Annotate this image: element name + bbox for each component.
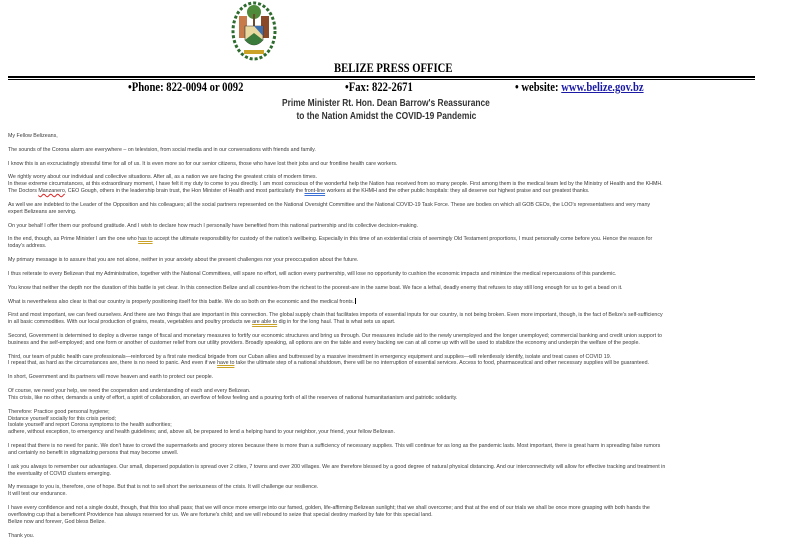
paragraph bbox=[8, 505, 798, 526]
header-rule bbox=[8, 76, 755, 78]
text-line: In short, Government and its partners will move heaven and earth to protect our people. bbox=[8, 374, 214, 381]
text-line: expert Belizeans are serving. bbox=[8, 208, 77, 215]
website-label: website: bbox=[521, 80, 559, 94]
bullet-icon: • bbox=[128, 80, 132, 94]
text-line: The sounds of the Corona alarm are everywhere – on television, from social media and in our conversations with friends and family. bbox=[8, 146, 316, 153]
paragraph bbox=[8, 174, 798, 195]
text-segment: in all basic commodities. With our local production of grains, meats, vegetables and poultry products we bbox=[8, 319, 253, 326]
text-segment: , CEO Gough, others in the leadership brain trust, the Hon Minister of Health and most particularly the bbox=[64, 188, 305, 195]
text-segment: workers at the KHMH and the other public hospitals: they all deserve our highest praise and our greatest thanks. bbox=[325, 188, 590, 195]
website-contact bbox=[515, 80, 666, 95]
headline-line-1: Prime Minister Rt. Hon. Dean Barrow's Reassurance bbox=[282, 97, 490, 109]
text-line: My message to you is, therefore, one of hope. But that is not to sell short the seriousness of the crisis. It will challenge our resilience. bbox=[8, 484, 319, 491]
text-line bbox=[8, 360, 798, 367]
paragraph bbox=[8, 223, 798, 230]
text-line: I repeat that there is no need for panic. We don't have to crowd the supermarkets and grocery stores because there is more than a sufficiency of necessary supplies. This will continue for as long as the pandemic lasts. Most important, there is great harm in spreading false rumors bbox=[8, 443, 661, 450]
paragraph bbox=[8, 202, 798, 216]
text-line: Therefore: Practice good personal hygiene; bbox=[8, 408, 110, 415]
paragraph bbox=[8, 271, 798, 278]
text-line: Second, Government is determined to deploy a diverse range of fiscal and monetary measures to fortify our economic structures and bring us through. Our measures include aid to the newly unemployed and the longer unemployed; commercial banking and credit union support to bbox=[8, 332, 662, 339]
text-line: business and the self-employed; and one form or another of customer relief from our utility providers. Broadly speaking, all options are on the table and every backing we can at all come up with will be used to stabilize the economy and underpin the welfare of the people. bbox=[8, 339, 640, 346]
text-line: Belize now and forever, God bless Belize. bbox=[8, 518, 106, 525]
fax-text: Fax: 822-2671 bbox=[348, 80, 413, 94]
paragraph bbox=[8, 298, 798, 305]
paragraph bbox=[8, 161, 798, 168]
headline-line-2: to the Nation Amidst the COVID-19 Pandemic bbox=[296, 110, 476, 122]
website-link[interactable]: www.belize.gov.bz bbox=[561, 80, 644, 94]
text-line: Of course, we need your help, we need the cooperation and understanding of each and every Belizean. bbox=[8, 387, 251, 394]
paragraph bbox=[8, 333, 798, 347]
press-office-title: BELIZE PRESS OFFICE bbox=[333, 60, 453, 75]
text-line: overflowing cup that a beneficent Providence has always reserved for us. We are fortune's child; and we will rebound to seize that special destiny marked by fate for this special land. bbox=[8, 511, 433, 518]
paragraph bbox=[8, 312, 798, 326]
text-line: It will test our endurance. bbox=[8, 491, 67, 498]
headline bbox=[0, 97, 772, 123]
text-line: today's address. bbox=[8, 243, 47, 250]
paragraph bbox=[8, 443, 798, 457]
text-segment: I repeat that, as hard as the circumstances are, there is no need to panic. And even if we bbox=[8, 360, 218, 367]
grammar-flag-word: front-line bbox=[304, 188, 326, 195]
paragraph bbox=[8, 147, 798, 154]
text-line bbox=[8, 236, 798, 243]
paragraph bbox=[8, 133, 798, 140]
text-line: Thank you. bbox=[8, 532, 35, 539]
text-line: On your behalf I offer them our profound gratitude. And I wish to declare how much I personally have benefited from this national partnership and its collective decision-making. bbox=[8, 222, 419, 229]
text-line bbox=[8, 298, 798, 305]
grammar-flag-word: have to bbox=[217, 360, 235, 367]
text-segment: accept the ultimate responsibility for custody of the nation's wellbeing. Especially in this time of an existential crisis of seemingly Old Testament proportions, I must personally come before you. Hence the reason for bbox=[152, 236, 653, 243]
text-line: I have every confidence and not a single doubt, though, that this too shall pass; that we will once more emerge into our famed, golden, life-affirming Belizean sunlight; that we shall overcome; and that at the end of our trials we shall be once more grasping with both hands the bbox=[8, 505, 650, 512]
text-line: First and most important, we can feed ourselves. And there are two things that are important in this connection. The global supply chain that facilitates imports of essential inputs for our country, is not being broken. Even more important, though, is the fact of Belize's self-sufficiency bbox=[8, 312, 663, 319]
text-cursor bbox=[355, 298, 356, 304]
text-line: In these extreme circumstances, at this extraordinary moment, I have felt it my duty to come to you directly. I am most conscious of the wonderful help the Nation has received from so many people. First among them is the medical team led by the Ministry of Health and the KHMH. bbox=[8, 181, 663, 188]
paragraph bbox=[8, 257, 798, 264]
paragraph bbox=[8, 374, 798, 381]
text-line: You know that neither the depth nor the duration of this battle is yet clear. In this connection Belize and all countries-from the richest to the poorest-are in the same boat. We face a lethal, deadly enemy that refuses to stay still long enough for us to get a bead on it. bbox=[8, 284, 623, 291]
text-line: I know this is an excruciatingly stressful time for all of us. It is even more so for our senior citizens, those who have lost their jobs and our frontline health care workers. bbox=[8, 160, 398, 167]
text-line: As well we are indebted to the Leader of the Opposition and his colleagues; all the social partners represented on the National Oversight Committee and the National COVID-19 Task Force. These are bodies on which all GOB CEOs, the LOO's representatives and very many bbox=[8, 201, 651, 208]
paragraph bbox=[8, 409, 798, 437]
text-line: the eventuality of COVID clusters emerging. bbox=[8, 470, 112, 477]
text-line: My Fellow Belizeans, bbox=[8, 133, 58, 139]
text-segment: take the ultimate step of a national shutdown, there will be no interruption of essential services. Access to food, pharmaceutical and other necessary supplies will be guaranteed. bbox=[234, 360, 650, 367]
text-line: and certainly no benefit in stigmatizing persons that may become unwell. bbox=[8, 449, 179, 456]
belize-coat-of-arms-logo bbox=[230, 0, 278, 63]
text-segment: dig in for the long haul. That is what sets us apart. bbox=[277, 319, 396, 326]
text-segment: The Doctors bbox=[8, 188, 39, 195]
bullet-icon: • bbox=[515, 80, 519, 94]
bullet-icon: • bbox=[345, 80, 349, 94]
text-segment: What is nevertheless also clear is that our country is properly positioning itself for this battle. We do so both on the economic and the medical fronts. bbox=[8, 299, 355, 306]
paragraph bbox=[8, 388, 798, 402]
text-line: My primary message is to assure that you are not alone, neither in your anxiety about the present challenges nor your preoccupation about the future. bbox=[8, 257, 359, 264]
text-line: Distance yourself socially for this crisis period; bbox=[8, 415, 117, 422]
paragraph bbox=[8, 484, 798, 498]
text-line: adhere, without exception, to emergency and health guidelines; and, above all, be prepared to lend a helping hand to your neighbor, your friend, your fellow Belizean. bbox=[8, 429, 395, 436]
text-line: I thus reiterate to every Belizean that my Administration, together with the National Committees, will spare no effort, will action every partnership, will lose no opportunity to cushion the economic impacts and minimize the medical repercussions of this pandemic. bbox=[8, 270, 617, 277]
fax-contact bbox=[345, 80, 425, 95]
spelling-error-word: Manzanero bbox=[38, 188, 65, 195]
paragraph bbox=[8, 236, 798, 250]
grammar-flag-word: has to bbox=[138, 236, 153, 243]
paragraph bbox=[8, 354, 798, 368]
text-line bbox=[8, 188, 798, 195]
text-line: I ask you always to remember our advantages. Our small, dispersed population is spread over 2 cities, 7 towns and over 200 villages. We are therefore blessed by a good degree of natural physical distancing. And our interconnectivity will allow for effective tracking and treatment in bbox=[8, 463, 666, 470]
phone-text: Phone: 822-0094 or 0092 bbox=[131, 80, 244, 94]
text-line: Third, our team of public health care professionals—reinforced by a first rate medical brigade from our Cuban allies and buttressed by a massive investment in emergency equipment and supplies—will relentlessly identify, isolate and treat cases of COVID 19. bbox=[8, 353, 612, 360]
text-line: Isolate yourself and report Corona symptoms to the health authorities; bbox=[8, 422, 172, 429]
paragraph bbox=[8, 285, 798, 292]
document-body bbox=[8, 133, 798, 546]
text-line bbox=[8, 319, 798, 326]
paragraph bbox=[8, 533, 798, 540]
text-segment: In the end, though, as Prime Minister I am the one who bbox=[8, 236, 139, 243]
grammar-flag-word: are able to bbox=[252, 319, 278, 326]
phone-contact bbox=[128, 80, 264, 95]
text-line: We rightly worry about our individual and collective situations. After all, as a nation we are facing the greatest crisis of modern times. bbox=[8, 174, 318, 181]
text-line: This crisis, like no other, demands a unity of effort, a spirit of collaboration, an overflow of fellow feeling and a pouring forth of all the reserves of national humanitarianism and patriotic solidarity. bbox=[8, 394, 458, 401]
paragraph bbox=[8, 464, 798, 478]
